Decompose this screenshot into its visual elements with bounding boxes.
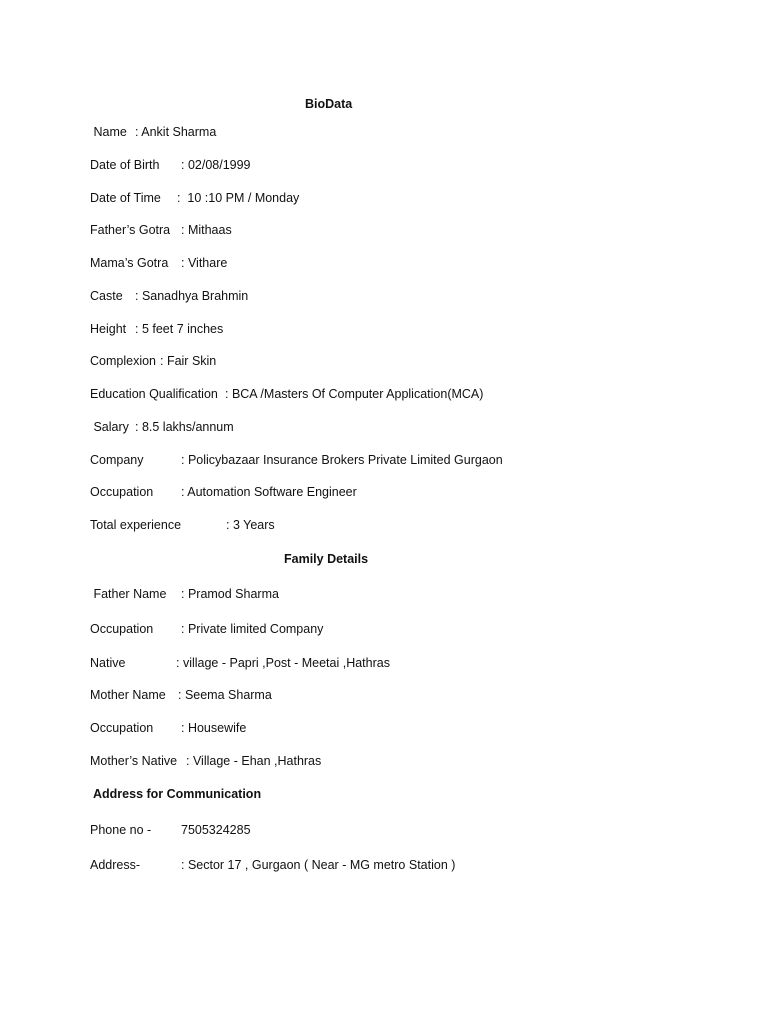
height-value: : 5 feet 7 inches: [135, 322, 224, 336]
name-label: Name: [90, 125, 127, 139]
salary-label: Salary: [90, 420, 129, 434]
company-value: : Policybazaar Insurance Brokers Private Limited Gurgaon: [181, 453, 503, 467]
dob-value: : 02/08/1999: [181, 158, 251, 172]
education-label: Education Qualification: [90, 387, 218, 401]
dob-label: Date of Birth: [90, 158, 160, 172]
address-heading: Address for Communication: [90, 787, 262, 801]
company-label: Company: [90, 453, 144, 467]
native-value: : village - Papri ,Post - Meetai ,Hathras: [176, 656, 390, 670]
time-label: Date of Time: [90, 191, 161, 205]
salary-value: : 8.5 lakhs/annum: [135, 420, 234, 434]
education-value: : BCA /Masters Of Computer Application(MCA): [225, 387, 484, 401]
mother-occupation-value: : Housewife: [181, 721, 247, 735]
father-gotra-label: Father’s Gotra: [90, 223, 171, 237]
father-gotra-value: : Mithaas: [181, 223, 232, 237]
phone-value: 7505324285: [181, 823, 251, 837]
family-details-heading: Family Details: [284, 552, 369, 566]
mama-gotra-label: Mama’s Gotra: [90, 256, 169, 270]
time-value: : 10 :10 PM / Monday: [177, 191, 300, 205]
document-title: BioData: [305, 97, 353, 111]
mama-gotra-value: : Vithare: [181, 256, 228, 270]
complexion-label: Complexion: [90, 354, 157, 368]
phone-label: Phone no -: [90, 823, 152, 837]
complexion-value: : Fair Skin: [160, 354, 217, 368]
address-value: : Sector 17 , Gurgaon ( Near - MG metro Station ): [181, 858, 456, 872]
address-label: Address-: [90, 858, 141, 872]
mother-name-label: Mother Name: [90, 688, 166, 702]
father-name-label: Father Name: [90, 587, 167, 601]
father-occupation-value: : Private limited Company: [181, 622, 324, 636]
mother-name-value: : Seema Sharma: [178, 688, 272, 702]
native-label: Native: [90, 656, 126, 670]
caste-label: Caste: [90, 289, 123, 303]
mother-occupation-label: Occupation: [90, 721, 154, 735]
mother-native-label: Mother’s Native: [90, 754, 178, 768]
experience-value: : 3 Years: [226, 518, 275, 532]
occupation-label: Occupation: [90, 485, 154, 499]
occupation-value: : Automation Software Engineer: [181, 485, 357, 499]
experience-label: Total experience: [90, 518, 182, 532]
mother-native-value: : Village - Ehan ,Hathras: [186, 754, 322, 768]
height-label: Height: [90, 322, 127, 336]
father-occupation-label: Occupation: [90, 622, 154, 636]
father-name-value: : Pramod Sharma: [181, 587, 279, 601]
caste-value: : Sanadhya Brahmin: [135, 289, 249, 303]
name-value: : Ankit Sharma: [135, 125, 217, 139]
